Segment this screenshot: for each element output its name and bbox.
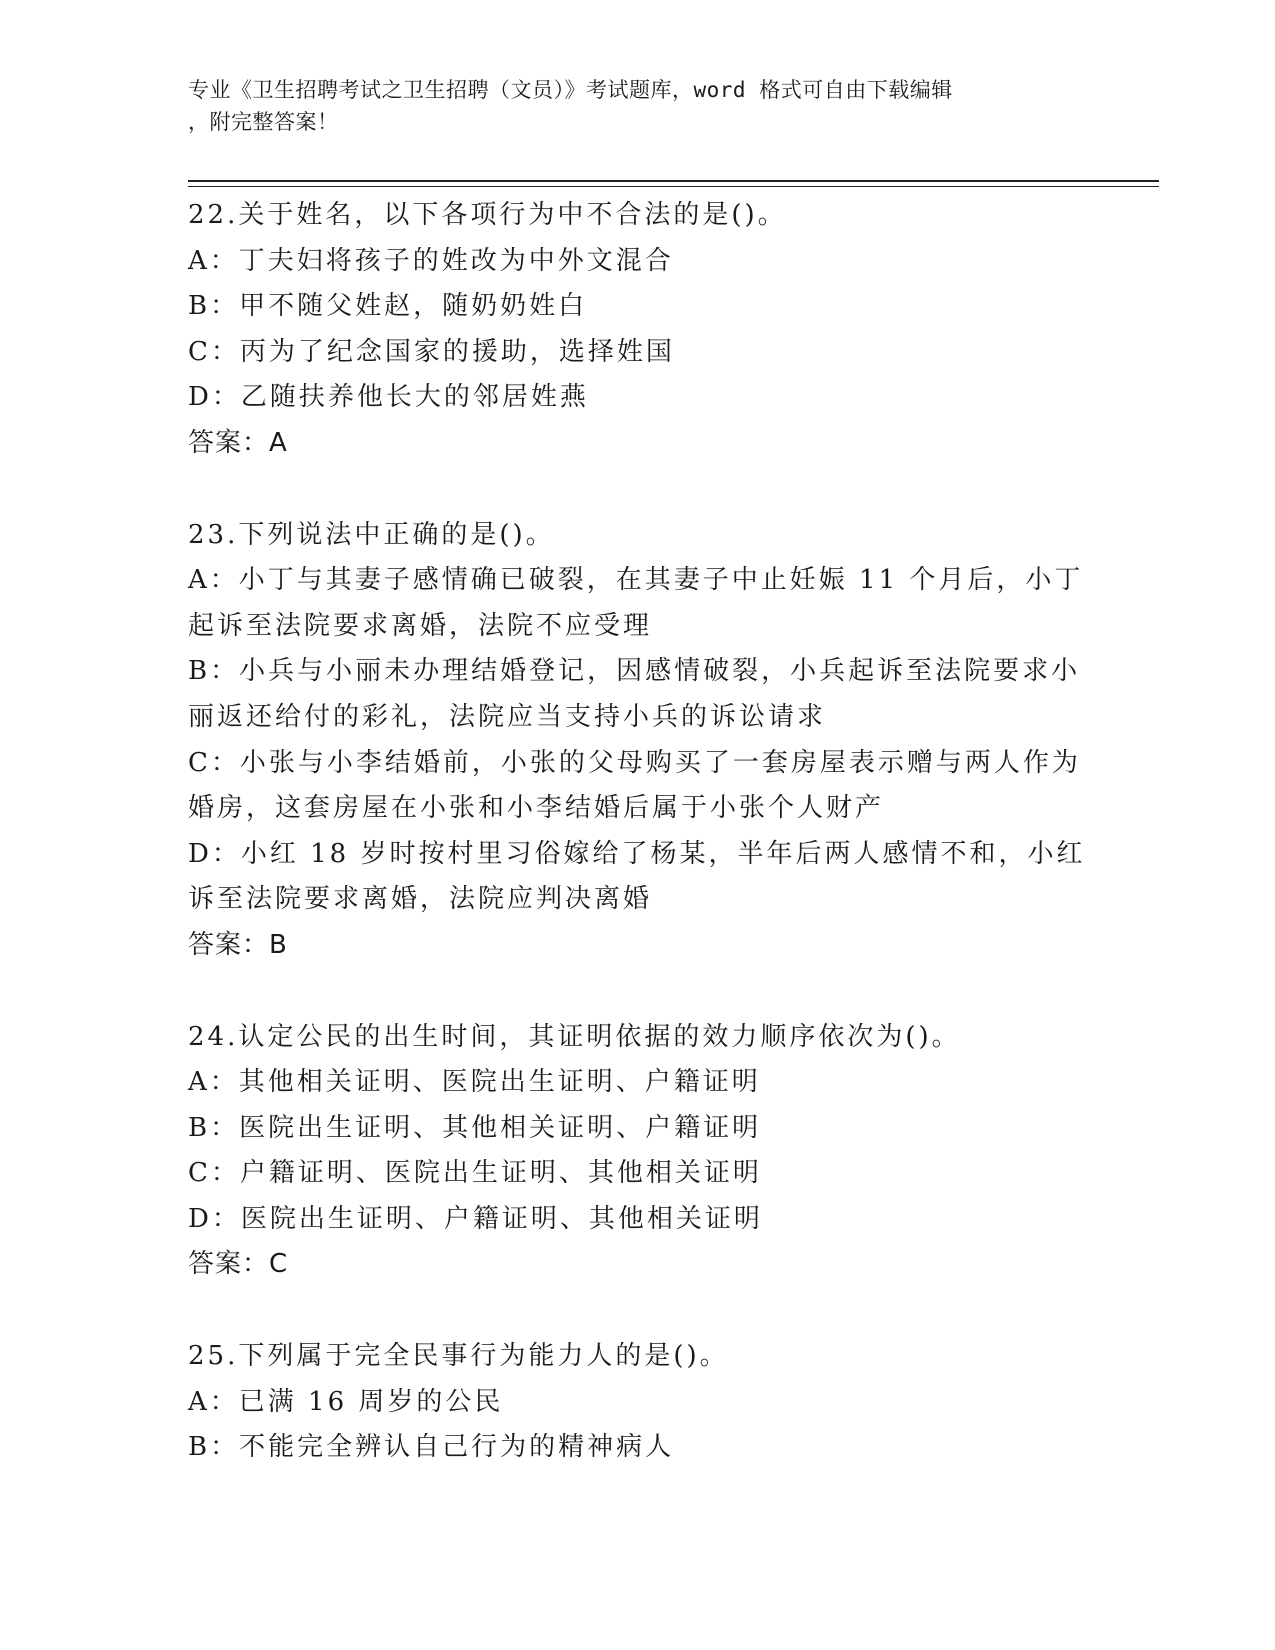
- answer-option-line: D：小红 18 岁时按村里习俗嫁给了杨某，半年后两人感情不和，小红: [188, 838, 1086, 869]
- header-divider-thin: [188, 186, 1159, 187]
- answer-option-line: B：医院出生证明、其他相关证明、户籍证明: [188, 1112, 762, 1143]
- answer-option-line: C：户籍证明、医院出生证明、其他相关证明: [188, 1158, 762, 1189]
- answer-option-line: 婚房，这套房屋在小张和小李结婚后属于小张个人财产: [188, 793, 885, 824]
- question-stem: 25.下列属于完全民事行为能力人的是()。: [188, 1341, 729, 1372]
- document-header: [188, 74, 1088, 138]
- answer-option-line: B：不能完全辨认自己行为的精神病人: [188, 1432, 675, 1463]
- answer-option-line: B：甲不随父姓赵，随奶奶姓白: [188, 291, 588, 322]
- answer-option-line: 诉至法院要求离婚，法院应判决离婚: [188, 884, 653, 915]
- answer-key: 答案：A: [188, 427, 288, 458]
- answer-option-line: A：丁夫妇将孩子的姓改为中外文混合: [188, 245, 674, 276]
- question-stem: 22.关于姓名，以下各项行为中不合法的是()。: [188, 200, 787, 230]
- answer-option-line: C：小张与小李结婚前，小张的父母购买了一套房屋表示赠与两人作为: [188, 747, 1081, 778]
- answer-option-line: D：医院出生证明、户籍证明、其他相关证明: [188, 1203, 763, 1234]
- answer-key: 答案：B: [188, 929, 288, 960]
- answer-option-line: 丽返还给付的彩礼，法院应当支持小兵的诉讼请求: [188, 701, 827, 732]
- answer-option-line: A：已满 16 周岁的公民: [188, 1386, 504, 1417]
- question-stem: 23.下列说法中正确的是()。: [188, 519, 555, 550]
- question-block: [188, 513, 1088, 969]
- question-block: [188, 1334, 1088, 1471]
- question-list: [188, 193, 1088, 1471]
- answer-option-line: A：小丁与其妻子感情确已破裂，在其妻子中止妊娠 11 个月后，小丁: [188, 565, 1084, 596]
- answer-option-line: 起诉至法院要求离婚，法院不应受理: [188, 610, 653, 641]
- answer-option-line: A：其他相关证明、医院出生证明、户籍证明: [188, 1067, 761, 1098]
- question-block: [188, 193, 1088, 467]
- answer-option-line: C：丙为了纪念国家的援助，选择姓国: [188, 336, 675, 367]
- answer-option-line: B：小兵与小丽未办理结婚登记，因感情破裂，小兵起诉至法院要求小: [188, 656, 1081, 687]
- header-intro-line-1: 专业《卫生招聘考试之卫生招聘（文员）》考试题库，word 格式可自由下载编辑: [188, 78, 953, 102]
- header-divider-thick: [188, 180, 1159, 182]
- question-block: [188, 1015, 1088, 1289]
- question-stem: 24.认定公民的出生时间，其证明依据的效力顺序依次为()。: [188, 1021, 961, 1052]
- answer-option-line: D：乙随扶养他长大的邻居姓燕: [188, 382, 589, 413]
- header-intro-line-2: ，附完整答案！: [188, 110, 339, 134]
- answer-key: 答案：C: [188, 1249, 289, 1280]
